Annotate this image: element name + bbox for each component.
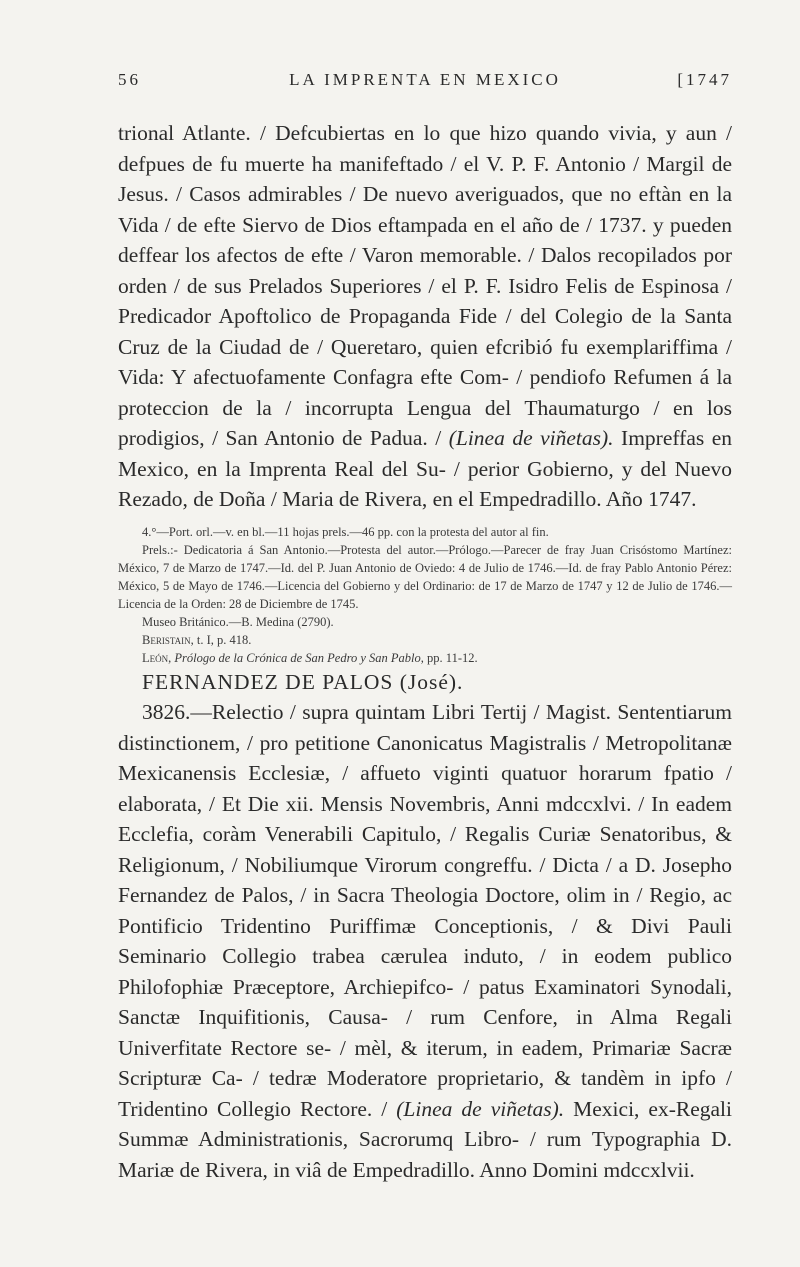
note-preliminaries: Prels.:- Dedicatoria á San Antonio.—Protesta del autor.—Prólogo.—Parecer de fray Juan Crisóstomo Martínez: México, 7 de Marzo de 1747.—Id. del P. Juan Antonio de Oviedo: 4 de Julio de 1746.—Id. de fray Pablo Antonio Pérez: México, 5 de Mayo de 1746.—Licencia del Gobierno y del Ordinario: de 17 de Marzo de 1747 y 12 de Julio de 1746.—Licencia de la Orden: 28 de Diciembre de 1745. (118, 542, 732, 611)
ref-detail: , t. I, p. 418. (190, 632, 252, 647)
entry-3826-heading: FERNANDEZ DE PALOS (José). (142, 669, 464, 694)
entry-3825-notes (118, 523, 732, 667)
ref-separator: , (168, 650, 175, 665)
entry-3825-text-b: Impreffas en Mexico, en la Imprenta Real del Su- / perior Gobierno, y del Nuevo Rezado, de Doña / Maria de Rivera, en el Empedradillo. Año 1747. (118, 426, 733, 511)
entry-3825-text-a: trional Atlante. / Defcubiertas en lo que hizo quando vivia, y aun / defpues de fu muerte ha manifeftado / el V. P. F. Antonio / Margil de Jesus. / Casos admirables / De nuevo averiguados, que no eftàn en la Vida / de efte Siervo de Dios eftampada en el año de / 1737. y pueden deffear los afectos de efte / Varon memorable. / Dalos recopilados por orden / de sus Prelados Superiores / el P. F. Isidro Felis de Espinosa / Predicador Apoftolico de Propaganda Fide / del Colegio de la Santa Cruz de la Ciudad de / Queretaro, quien efcribió fu exemplariffima / Vida: Y afectuofamente Confagra efte Com- / pendiofo Refumen á la proteccion de la / incorrupta Lengua del Thaumaturgo / en los prodigios, / San Antonio de Padua. / (118, 121, 732, 450)
note-physical: 4.°—Port. orl.—v. en bl.—11 hojas prels.—46 pp. con la protesta del autor al fin. (142, 524, 549, 539)
running-title: LA IMPRENTA EN MEXICO (289, 70, 561, 89)
page-body (118, 118, 732, 1185)
ref-author: Beristain (142, 632, 191, 647)
note-ref-leon (118, 649, 732, 667)
note-museum: Museo Británico.—B. Medina (2790). (142, 614, 334, 629)
entry-3826-text-b: Mexici, ex-Regali Summæ Administrationis, Sacrorumq Libro- / rum Typographia D. Mariæ de Rivera, in viâ de Empedradillo. Anno Domini mdccxlvii. (118, 1096, 732, 1182)
entry-3826-text-a: 3826.—Relectio / supra quintam Libri Tertij / Magist. Sententiarum distinctionem, / pro petitione Canonicatus Magistralis / Metropolitanæ Mexicanensis Ecclesiæ, / affueto viginti quatuor horarum fpatio / elaborata, / Et Die xii. Mensis Novembris, Anni mdccxlvi. / In eadem Ecclefia, coràm Venerabili Capitulo, / Regalis Curiæ Senatoribus, & Religionum, / Nobiliumque Virorum congreffu. / Dicta / a D. Josepho Fernandez de Palos, / in Sacra Theologia Doctore, olim in / Regio, ac Pontificio Tridentino Puriffimæ Conceptionis, / & Divi Pauli Seminario Collegio trabea cærulea induto, / in eodem publico Philofophiæ Præceptore, Archiepifco- / patus Examinatori Synodali, Sanctæ Inquifitionis, Causa- / rum Cenfore, in Alma Regali Univerfitate Rectore se- / mèl, & iterum, in eadem, Primariæ Sacræ Scripturæ Ca- / tedræ Moderatore proprietario, & tandèm in ipfo / Tridentino Collegio Rectore. / (118, 700, 732, 1121)
running-header (118, 70, 732, 100)
entry-3825-ornament-line: (Linea de viñetas). (448, 426, 614, 450)
entry-3825-title (118, 118, 732, 515)
entry-3826-ornament-line: (Linea de viñetas). (396, 1096, 565, 1121)
note-ref-beristain (118, 631, 732, 649)
header-year: [1747 (677, 70, 732, 89)
page-number: 56 (118, 70, 141, 89)
ref-author: León (142, 650, 169, 665)
entry-3826-title (118, 697, 732, 1185)
ref-title: Prólogo de la Crónica de San Pedro y San Pablo (174, 650, 421, 665)
ref-detail: , pp. 11-12. (420, 650, 478, 665)
